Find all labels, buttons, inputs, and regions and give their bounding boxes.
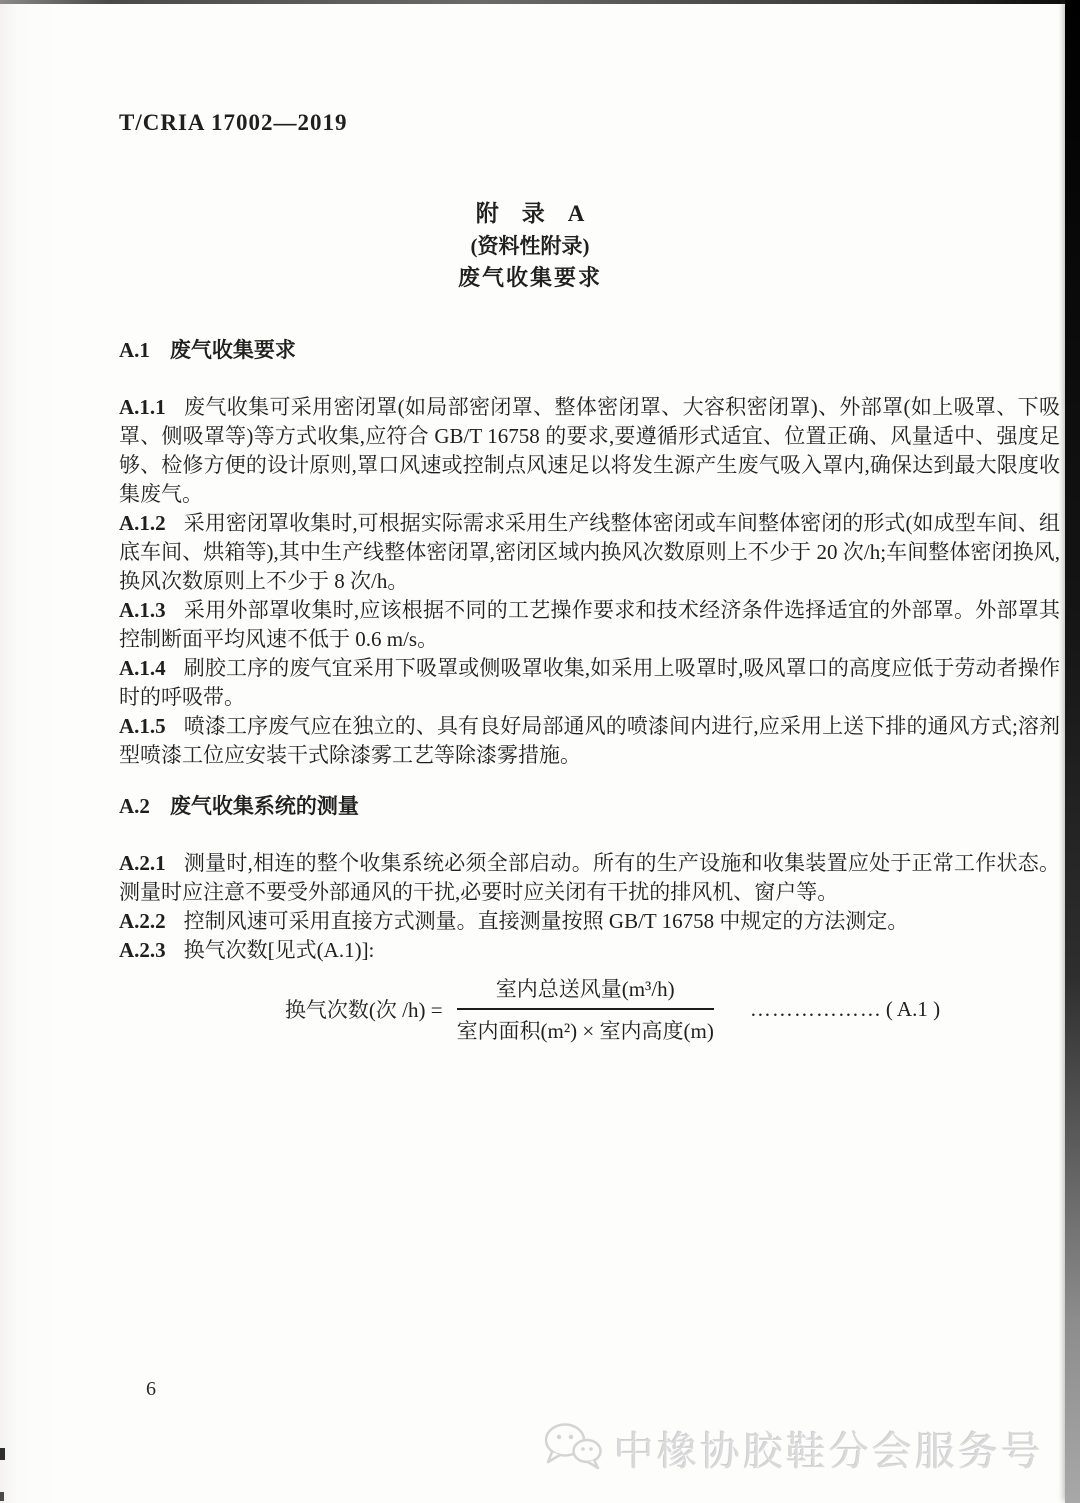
appendix-heading: 附 录 A [475, 201, 585, 226]
equation-lhs: 换气次数(次 /h) = [284, 998, 443, 1022]
document-body [119, 336, 1060, 1045]
clause-id: A.2.1 [119, 851, 166, 875]
equation-numerator: 室内总送风量(m³/h) [457, 973, 714, 1010]
clause-text: 采用密闭罩收集时,可根据实际需求采用生产线整体密闭或车间整体密闭的形式(如成型车间、组底车间、烘箱等),其中生产线整体密闭罩,密闭区域内换风次数原则上不少于 20 次/h;车间整体密闭换风,换风次数原则上不少于 8 次/h。 [119, 511, 1060, 593]
watermark-text: 中橡协胶鞋分会服务号 [614, 1430, 1044, 1474]
clause-id: A.1.2 [119, 511, 166, 535]
section-title: 废气收集要求 [169, 338, 296, 362]
appendix-title-block [0, 198, 1060, 294]
clause-text: 刷胶工序的废气宜采用下吸罩或侧吸罩收集,如采用上吸罩时,吸风罩口的高度应低于劳动者操作时的呼吸带。 [119, 656, 1060, 709]
equation-leader-dots: ……………… [749, 996, 882, 1021]
section-heading-a2 [119, 792, 1060, 821]
clause-a1-5 [119, 712, 1060, 770]
clause-id: A.2.2 [119, 909, 166, 933]
section-heading-a1 [119, 336, 1060, 365]
clause-text: 测量时,相连的整个收集系统必须全部启动。所有的生产设施和收集装置应处于正常工作状态。测量时应注意不要受外部通风的干扰,必要时应关闭有干扰的排风机、窗户等。 [119, 851, 1060, 904]
equation-fraction [457, 973, 714, 1045]
clause-id: A.1.5 [119, 714, 166, 738]
scan-right-edge [1065, 0, 1080, 1503]
equation-a1 [119, 973, 1060, 1045]
clause-id: A.1.3 [119, 598, 166, 622]
clause-text: 喷漆工序废气应在独立的、具有良好局部通风的喷漆间内进行,应采用上送下排的通风方式;溶剂型喷漆工位应安装干式除漆雾工艺等除漆雾措施。 [119, 714, 1060, 767]
clause-text: 废气收集可采用密闭罩(如局部密闭罩、整体密闭罩、大容积密闭罩)、外部罩(如上吸罩、下吸罩、侧吸罩等)等方式收集,应符合 GB/T 16758 的要求,要遵循形式适宜、位置正确、风量适中、强度足够、检修方便的设计原则,罩口风速或控制点风速足以将发生源产生废气吸入罩内,确保达到最大限度收集废气。 [119, 395, 1060, 506]
watermark [542, 1420, 1044, 1477]
clause-a2-1 [119, 849, 1060, 907]
equation-denominator: 室内面积(m²) × 室内高度(m) [456, 1019, 714, 1043]
equation-number: ( A.1 ) [885, 996, 941, 1021]
clause-text: 控制风速可采用直接方式测量。直接测量按照 GB/T 16758 中规定的方法测定。 [183, 909, 909, 933]
clause-a1-3 [119, 596, 1060, 654]
clause-id: A.1.4 [119, 656, 166, 680]
clause-a1-1 [119, 393, 1060, 509]
clause-a1-4 [119, 654, 1060, 712]
section-id: A.2 [119, 794, 150, 818]
page-number: 6 [146, 1378, 156, 1400]
clause-a2-3 [119, 936, 1060, 965]
wechat-chat-bubbles-icon [542, 1421, 604, 1476]
clause-id: A.2.3 [119, 938, 166, 962]
section-title: 废气收集系统的测量 [169, 794, 359, 818]
clause-a1-2 [119, 509, 1060, 596]
clause-id: A.1.1 [119, 395, 166, 419]
standard-number: T/CRIA 17002—2019 [119, 110, 348, 135]
section-id: A.1 [119, 338, 150, 362]
appendix-title: 废气收集要求 [457, 265, 602, 290]
scan-speck [0, 1448, 5, 1460]
scan-speck [0, 1492, 4, 1501]
appendix-subheading: (资料性附录) [470, 234, 590, 258]
clause-text: 采用外部罩收集时,应该根据不同的工艺操作要求和技术经济条件选择适宜的外部罩。外部罩其控制断面平均风速不低于 0.6 m/s。 [119, 598, 1060, 651]
clause-a2-2 [119, 907, 1060, 936]
scan-top-edge [0, 0, 1080, 4]
clause-text: 换气次数[见式(A.1)]: [183, 938, 375, 962]
